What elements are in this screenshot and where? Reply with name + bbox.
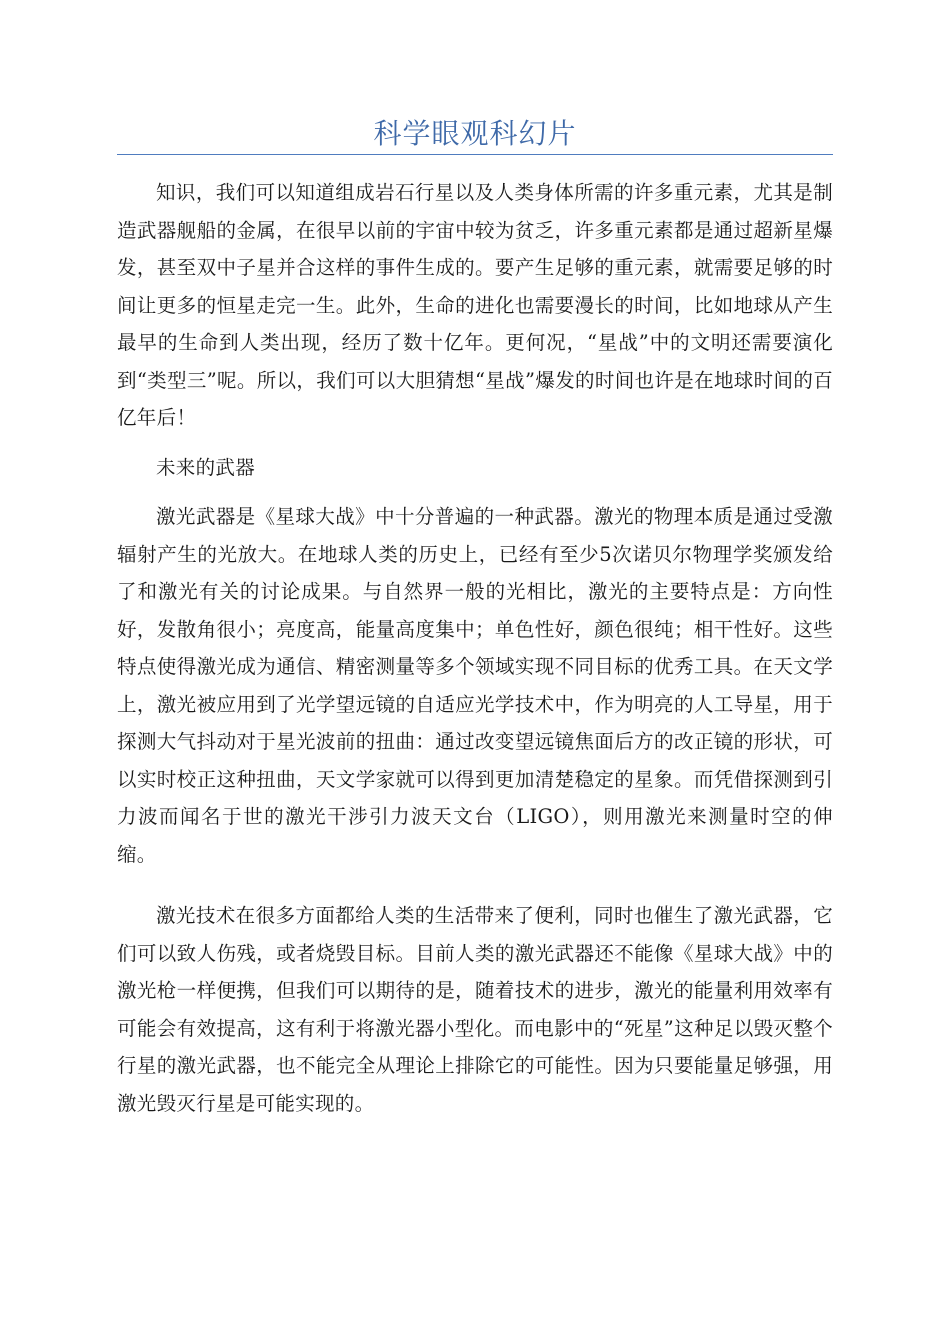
body-paragraph: 激光武器是《星球大战》中十分普遍的一种武器。激光的物理本质是通过受激辐射产生的光放大。在地球人类的历史上，已经有至少5次诺贝尔物理学奖颁发给了和激光有关的讨论成果。与自然界一般的光相比，激光的主要特点是：方向性好，发散角很小；亮度高，能量高度集中；单色性好，颜色很纯；相干性好。这些特点使得激光成为通信、精密测量等多个领域实现不同目标的优秀工具。在天文学上，激光被应用到了光学望远镜的自适应光学技术中，作为明亮的人工导星，用于探测大气抖动对于星光波前的扭曲：通过改变望远镜焦面后方的改正镜的形状，可以实时校正这种扭曲，天文学家就可以得到更加清楚稳定的星象。而凭借探测到引力波而闻名于世的激光干涉引力波天文台（LIGO），则用激光来测量时空的伸缩。 <box>117 505 833 866</box>
section-heading: 未来的武器 <box>156 455 256 479</box>
body-paragraph: 知识，我们可以知道组成岩石行星以及人类身体所需的许多重元素，尤其是制造武器舰船的金属，在很早以前的宇宙中较为贫乏，许多重元素都是通过超新星爆发，甚至双中子星并合这样的事件生成的。要产生足够的重元素，就需要足够的时间让更多的恒星走完一生。此外，生命的进化也需要漫长的时间，比如地球从产生最早的生命到人类出现，经历了数十亿年。更何况，“星战”中的文明还需要演化到“类型三”呢。所以，我们可以大胆猜想“星战”爆发的时间也许是在地球时间的百亿年后！ <box>117 181 833 429</box>
body-paragraph: 激光技术在很多方面都给人类的生活带来了便利，同时也催生了激光武器，它们可以致人伤残，或者烧毁目标。目前人类的激光武器还不能像《星球大战》中的激光枪一样便携，但我们可以期待的是，随着技术的进步，激光的能量利用效率有可能会有效提高，这有利于将激光器小型化。而电影中的“死星”这种足以毁灭整个行星的激光武器，也不能完全从理论上排除它的可能性。因为只要能量足够强，用激光毁灭行星是可能实现的。 <box>117 904 833 1115</box>
title-underline <box>117 154 833 155</box>
document-body <box>117 174 833 1122</box>
document-title: 科学眼观科幻片 <box>373 117 577 150</box>
